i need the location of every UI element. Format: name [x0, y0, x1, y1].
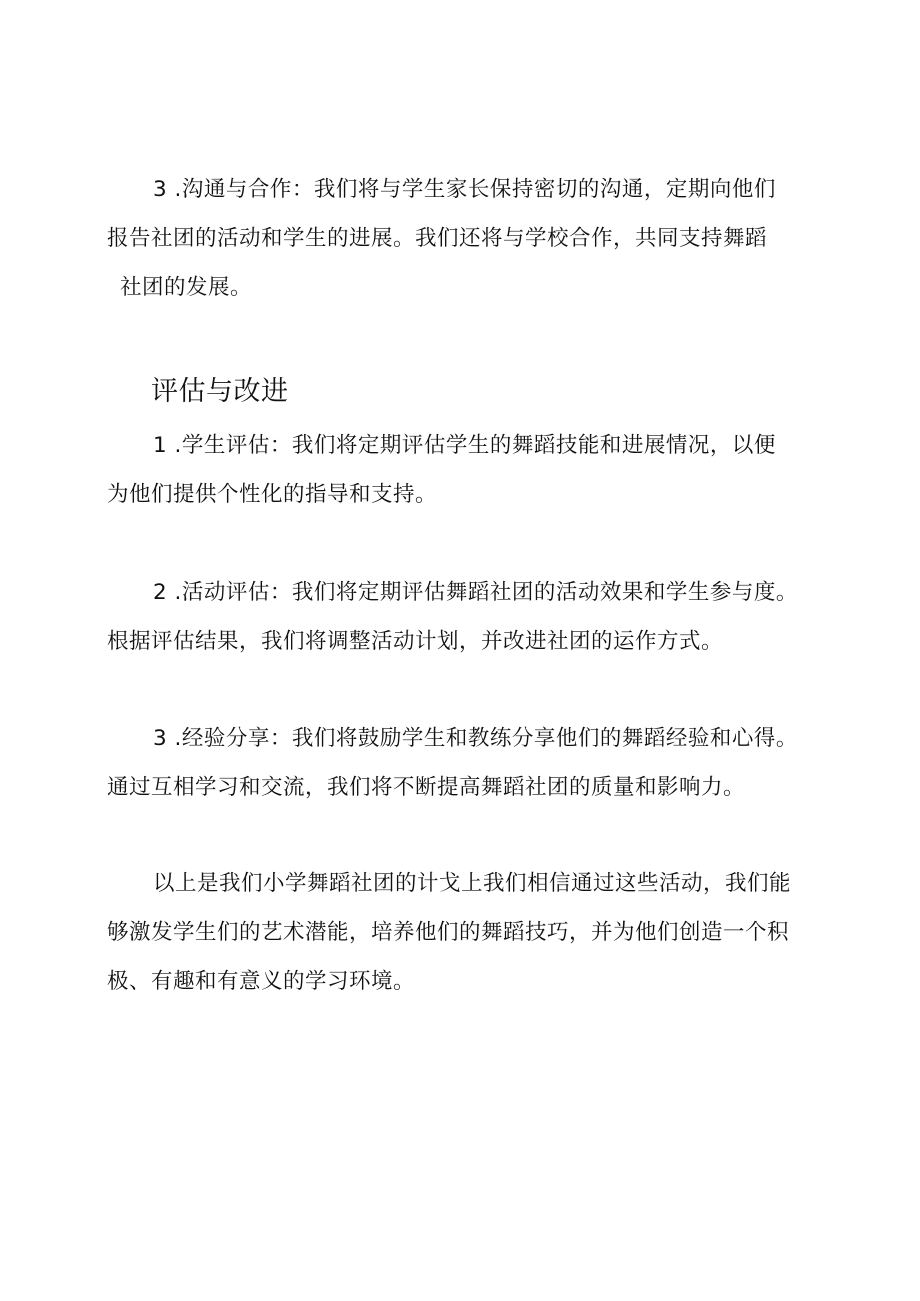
paragraph-line: 社团的发展。: [120, 275, 253, 300]
paragraph-line: 3 .经验分享：我们将鼓励学生和教练分享他们的舞蹈经验和心得。: [153, 726, 798, 751]
paragraph-line: 通过互相学习和交流，我们将不断提高舞蹈社团的质量和影响力。: [107, 775, 746, 800]
paragraph-line: 报告社团的活动和学生的进展。我们还将与学校合作，共同支持舞蹈: [107, 226, 768, 251]
paragraph-student-evaluation: [107, 421, 827, 519]
paragraph-activity-evaluation: [107, 568, 827, 666]
paragraph-line: 够激发学生们的艺术潜能，培养他们的舞蹈技巧，并为他们创造一个积: [107, 920, 790, 945]
paragraph-communication: [107, 165, 827, 312]
paragraph-experience-sharing: [107, 714, 827, 812]
paragraph-line: 为他们提供个性化的指导和支持。: [107, 482, 438, 507]
paragraph-line: 以上是我们小学舞蹈社团的计戈上我们相信通过这些活动，我们能: [153, 871, 792, 896]
paragraph-line: 2 .活动评估：我们将定期评估舞蹈社团的活动效果和学生参与度。: [153, 580, 798, 605]
paragraph-line: 1 .学生评估：我们将定期评估学生的舞蹈技能和进展情况，以便: [153, 433, 776, 458]
paragraph-line: 3 .沟通与合作：我们将与学生家长保持密切的沟通，定期向他们: [153, 177, 776, 202]
paragraph-line: 极、有趣和有意义的学习环境。: [107, 969, 416, 994]
paragraph-conclusion: [107, 859, 827, 1006]
paragraph-line: 根据评估结果，我们将调整活动计划，并改进社团的运作方式。: [107, 629, 724, 654]
section-heading: 评估与改进: [151, 376, 289, 407]
